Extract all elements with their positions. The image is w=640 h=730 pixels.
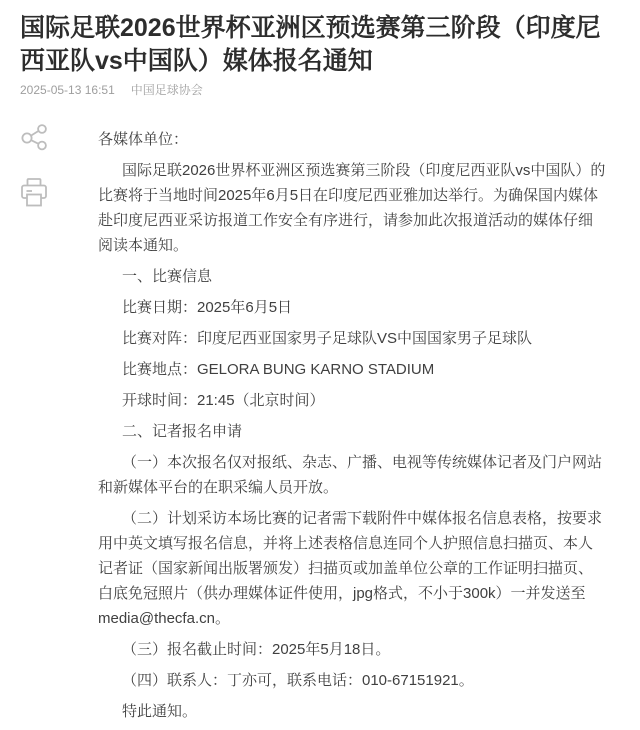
intro-paragraph: 国际足联2026世界杯亚洲区预选赛第三阶段（印度尼西亚队vs中国队）的比赛将于当地时间2025年6月5日在印度尼西亚雅加达举行。为确保国内媒体赴印度尼西亚采访报道工作安全有序进行，请参加此次报道活动的媒体仔细阅读本通知。 — [98, 162, 606, 254]
section-2-heading: 二、记者报名申请 — [122, 423, 243, 440]
kickoff-time: 开球时间：21:45（北京时间） — [122, 392, 325, 409]
match-fixture: 比赛对阵：印度尼西亚国家男子足球队VS中国国家男子足球队 — [122, 330, 533, 347]
share-icon — [20, 139, 49, 154]
registration-item-1: （一）本次报名仅对报纸、杂志、广播、电视等传统媒体记者及门户网站和新媒体平台的在职采编人员开放。 — [98, 454, 603, 496]
share-button[interactable] — [20, 123, 49, 151]
publish-time: 2025-05-13 16:51 — [20, 83, 115, 97]
content-area — [0, 127, 640, 730]
source-name: 中国足球协会 — [130, 83, 203, 97]
match-venue: 比赛地点：GELORA BUNG KARNO STADIUM — [122, 361, 435, 378]
article-meta — [20, 83, 620, 97]
closing-note: 特此通知。 — [122, 703, 198, 720]
article-body — [98, 127, 606, 730]
article-title: 国际足联2026世界杯亚洲区预选赛第三阶段（印度尼西亚队vs中国队）媒体报名通知 — [20, 14, 601, 75]
article-header — [0, 0, 640, 97]
registration-item-2: （二）计划采访本场比赛的记者需下载附件中媒体报名信息表格，按要求用中英文填写报名信息，并将上述表格信息连同个人护照信息扫描页、本人记者证（国家新闻出版署颁发）扫描页或加盖单位公章的工作证明扫描页、白底免冠照片（供办理媒体证件使用，jpg格式，不小于300k）一并发送至media@thecfa.cn。 — [98, 510, 603, 627]
print-icon — [20, 198, 48, 213]
registration-item-3: （三）报名截止时间：2025年5月18日。 — [122, 641, 391, 658]
toolbar — [0, 123, 98, 210]
print-button[interactable] — [20, 177, 48, 210]
registration-item-4: （四）联系人：丁亦可，联系电话：010-67151921。 — [122, 672, 474, 689]
section-1-heading: 一、比赛信息 — [122, 268, 213, 285]
salutation: 各媒体单位： — [98, 131, 189, 148]
match-date: 比赛日期：2025年6月5日 — [122, 299, 293, 316]
